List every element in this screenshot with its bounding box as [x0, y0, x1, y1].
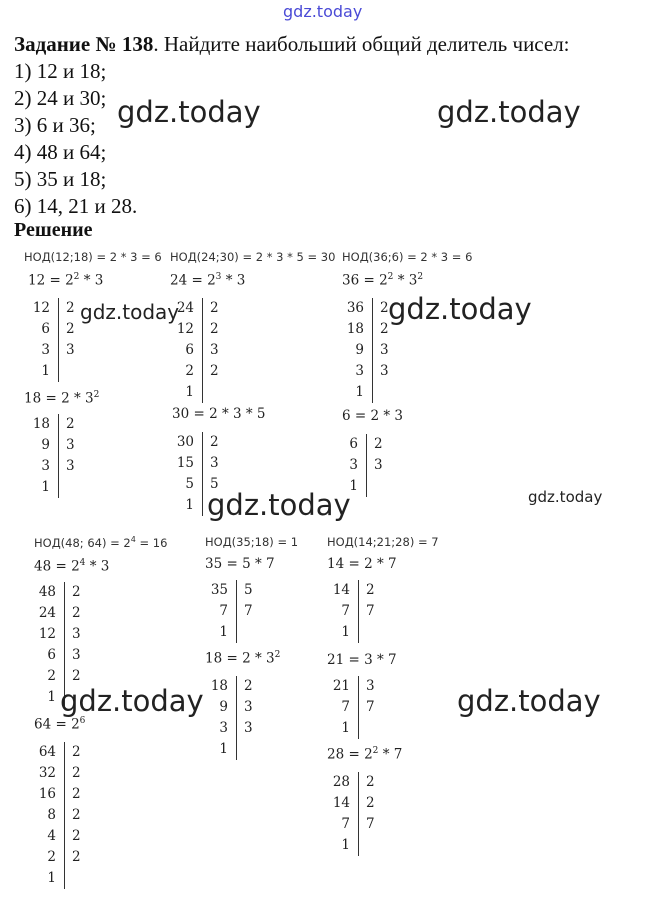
division-line [366, 434, 367, 497]
division-line [58, 298, 59, 382]
gcd-36-6: НОД(36;6) = 2 * 3 = 6 [342, 250, 473, 264]
dividend: 9 [219, 699, 228, 715]
division-line [202, 298, 203, 403]
divisor: 3 [66, 437, 75, 453]
division-line [358, 772, 359, 856]
dividend: 14 [332, 582, 350, 598]
dividend: 8 [47, 807, 56, 823]
divisor: 2 [366, 582, 375, 598]
watermark: gdz.today [388, 292, 532, 326]
dividend: 1 [47, 689, 56, 705]
dividend: 12 [32, 300, 50, 316]
divisor: 2 [210, 363, 219, 379]
dividend: 7 [341, 603, 350, 619]
gcd-35-18: НОД(35;18) = 1 [205, 535, 299, 549]
dividend: 9 [41, 437, 50, 453]
dividend: 1 [185, 384, 194, 400]
divisor: 2 [72, 786, 81, 802]
task-item-3: 3) 6 и 36; [14, 113, 96, 137]
factorization-18b: $18 = 2 * 3^2$ [205, 650, 281, 667]
dividend: 28 [332, 774, 350, 790]
divisor: 3 [380, 342, 389, 358]
dividend: 6 [349, 436, 358, 452]
factorization-64: $64 = 2^6$ [34, 716, 86, 733]
dividend: 32 [38, 765, 56, 781]
divisor: 2 [72, 744, 81, 760]
dividend: 6 [41, 321, 50, 337]
watermark: gdz.today [437, 95, 581, 129]
dividend: 18 [346, 321, 364, 337]
dividend: 18 [32, 416, 50, 432]
gcd-12-18: НОД(12;18) = 2 * 3 = 6 [24, 250, 162, 264]
divisor: 3 [380, 363, 389, 379]
divisor: 2 [66, 321, 75, 337]
watermark: gdz.today [117, 95, 261, 129]
divisor: 2 [366, 774, 375, 790]
dividend: 1 [219, 624, 228, 640]
dividend: 2 [185, 363, 194, 379]
divisor: 2 [72, 668, 81, 684]
dividend: 3 [219, 720, 228, 736]
dividend: 24 [176, 300, 194, 316]
divisor: 3 [374, 457, 383, 473]
factorization-18: $18 = 2 * 3^2$ [24, 390, 100, 407]
dividend: 64 [38, 744, 56, 760]
divisor: 2 [244, 678, 253, 694]
divisor: 3 [366, 678, 375, 694]
divisor: 2 [66, 416, 75, 432]
task-item-4: 4) 48 и 64; [14, 140, 107, 164]
division-line [358, 676, 359, 739]
dividend: 1 [341, 720, 350, 736]
divisor: 2 [72, 765, 81, 781]
task-item-1: 1) 12 и 18; [14, 59, 107, 83]
gcd-24-30: НОД(24;30) = 2 * 3 * 5 = 30 [170, 250, 336, 264]
division-line [58, 414, 59, 498]
divisor: 2 [72, 807, 81, 823]
dividend: 3 [41, 458, 50, 474]
gcd-48-64: НОД(48; $64) = 2^4 = 16$ [34, 535, 168, 550]
dividend: 1 [355, 384, 364, 400]
dividend: 7 [341, 699, 350, 715]
divisor: 2 [72, 605, 81, 621]
gcd-14-21-28: НОД(14;21;28) = 7 [327, 535, 439, 549]
divisor: 3 [244, 699, 253, 715]
dividend: 14 [332, 795, 350, 811]
factorization-35: 35 = 5 * 7 [205, 556, 275, 572]
dividend: 2 [47, 849, 56, 865]
divisor: 2 [210, 300, 219, 316]
divisor: 5 [210, 476, 219, 492]
solution-label: Решение [14, 219, 93, 241]
dividend: 48 [38, 584, 56, 600]
divisor: 5 [244, 582, 253, 598]
dividend: 7 [219, 603, 228, 619]
divisor: 2 [210, 321, 219, 337]
dividend: 24 [38, 605, 56, 621]
watermark: gdz.today [60, 684, 204, 718]
watermark: gdz.today [528, 488, 603, 506]
watermark: gdz.today [80, 300, 180, 324]
factorization-12: $12 = 2^2 * 3$ [28, 272, 104, 289]
task-heading [14, 30, 570, 58]
divisor: 3 [66, 458, 75, 474]
dividend: 1 [41, 363, 50, 379]
dividend: 3 [355, 363, 364, 379]
division-line [372, 298, 373, 403]
divisor: 2 [72, 849, 81, 865]
dividend: 4 [47, 828, 56, 844]
task-title: Задание № 138 [14, 32, 154, 56]
divisor: 3 [72, 647, 81, 663]
dividend: 9 [355, 342, 364, 358]
watermark: gdz.today [457, 684, 601, 718]
dividend: 12 [38, 626, 56, 642]
dividend: 6 [47, 647, 56, 663]
factorization-6: 6 = 2 * 3 [342, 408, 403, 424]
factorization-28: $28 = 2^2 * 7$ [327, 746, 403, 763]
dividend: 1 [219, 741, 228, 757]
dividend: 6 [185, 342, 194, 358]
dividend: 16 [38, 786, 56, 802]
divisor: 2 [66, 300, 75, 316]
watermark: gdz.today [207, 488, 351, 522]
division-line [202, 432, 203, 516]
dividend: 1 [185, 497, 194, 513]
divisor: 2 [72, 828, 81, 844]
factorization-30: 30 = 2 * 3 * 5 [172, 406, 266, 422]
dividend: 1 [349, 478, 358, 494]
dividend: 30 [176, 434, 194, 450]
division-line [358, 580, 359, 643]
watermark-top: gdz.today [283, 2, 363, 21]
divisor: 7 [366, 699, 375, 715]
task-item-6: 6) 14, 21 и 28. [14, 194, 138, 218]
divisor: 3 [72, 626, 81, 642]
divisor: 3 [244, 720, 253, 736]
dividend: 7 [341, 816, 350, 832]
dividend: 21 [332, 678, 350, 694]
dividend: 1 [341, 624, 350, 640]
dividend: 12 [176, 321, 194, 337]
divisor: 7 [366, 603, 375, 619]
dividend: 1 [341, 837, 350, 853]
dividend: 15 [176, 455, 194, 471]
task-item-5: 5) 35 и 18; [14, 167, 107, 191]
division-line [236, 676, 237, 760]
divisor: 3 [210, 455, 219, 471]
divisor: 2 [366, 795, 375, 811]
divisor: 2 [210, 434, 219, 450]
divisor: 2 [380, 321, 389, 337]
dividend: 3 [349, 457, 358, 473]
task-text: . Найдите наибольший общий делитель чисел: [153, 32, 570, 56]
dividend: 1 [47, 870, 56, 886]
dividend: 2 [47, 668, 56, 684]
dividend: 18 [210, 678, 228, 694]
division-line [64, 742, 65, 889]
factorization-21: 21 = 3 * 7 [327, 652, 397, 668]
task-item-2: 2) 24 и 30; [14, 86, 107, 110]
divisor: 7 [244, 603, 253, 619]
dividend: 36 [346, 300, 364, 316]
factorization-24: $24 = 2^3 * 3$ [170, 272, 246, 289]
divisor: 2 [374, 436, 383, 452]
dividend: 1 [41, 479, 50, 495]
factorization-48: $48 = 2^4 * 3$ [34, 558, 110, 575]
dividend: 35 [210, 582, 228, 598]
dividend: 3 [41, 342, 50, 358]
division-line [236, 580, 237, 643]
divisor: 3 [210, 342, 219, 358]
dividend: 5 [185, 476, 194, 492]
divisor: 7 [366, 816, 375, 832]
factorization-36: $36 = 2^2 * 3^2$ [342, 272, 424, 289]
divisor: 3 [66, 342, 75, 358]
factorization-14: 14 = 2 * 7 [327, 556, 397, 572]
divisor: 2 [380, 300, 389, 316]
divisor: 2 [72, 584, 81, 600]
